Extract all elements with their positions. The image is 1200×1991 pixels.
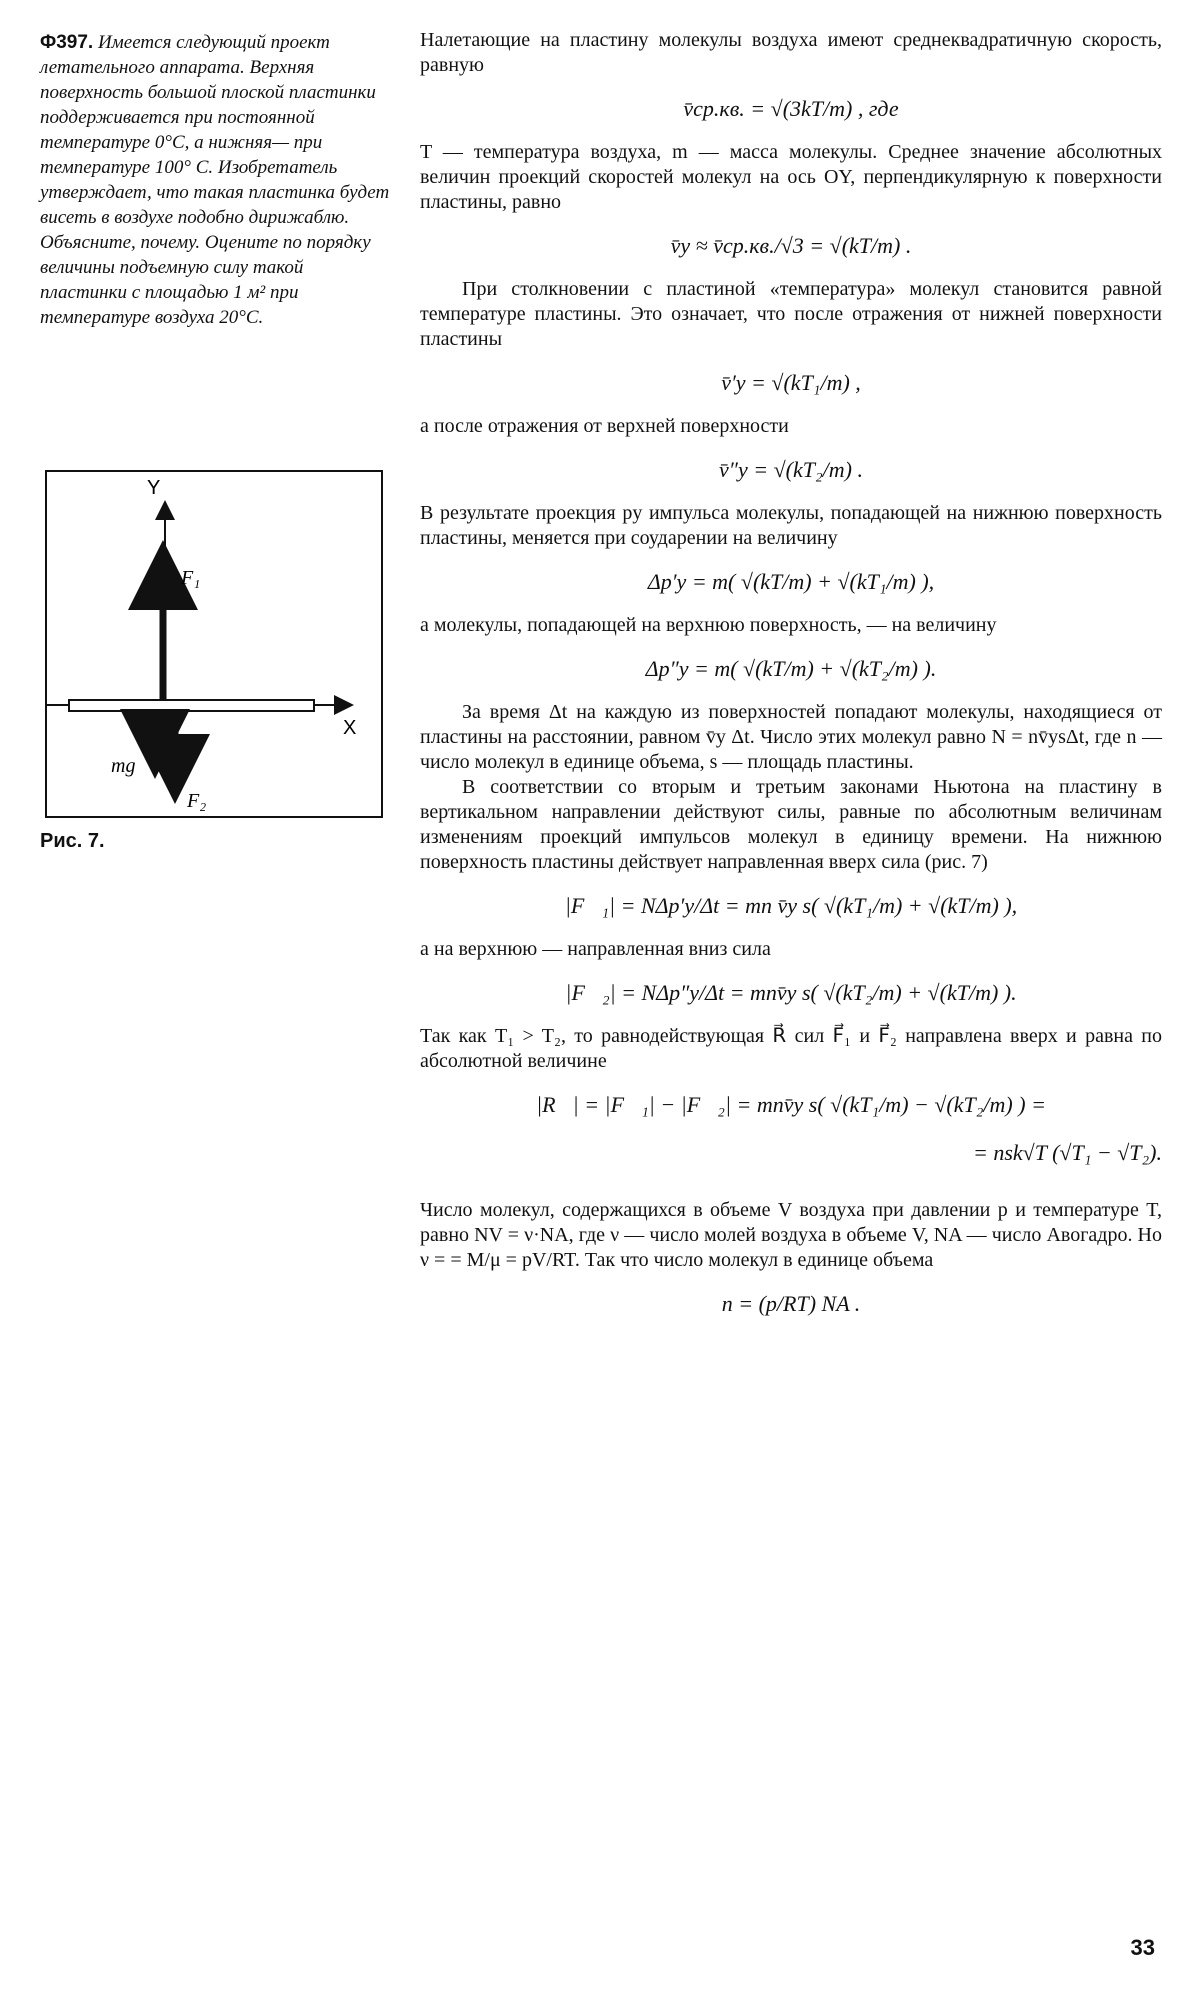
equation-6: Δp″y = m( √(kT/m) + √(kT₂/m) ). [645,656,937,681]
paragraph-6: а молекулы, попадающей на верхнюю поверхность, — на величину [420,614,997,636]
paragraph-9: а на верхнюю — направленная вниз сила [420,938,771,960]
equation-7: |F⃗₁| = NΔp′y/Δt = mn v̄y s( √(kT₁/m) + √(kT/m) ), [564,893,1018,918]
solution-text [420,28,1162,1335]
equation-11: n = (p/RT) NA . [721,1291,861,1316]
label-y: Y [147,477,161,499]
paragraph-1: Налетающие на пластину молекулы воздуха имеют среднеквадратичную скорость, равную [420,29,1162,76]
equation-4: v̄″y = √(kT₂/m) . [719,457,863,482]
paragraph-3: При столкновении с пластиной «температура» молекул становится равной температуре пластины. Это означает, что после отражения от нижней поверхности пластины [420,278,1162,350]
problem-statement [40,30,390,330]
paragraph-2: T — температура воздуха, m — масса молекулы. Среднее значение абсолютных величин проекций скоростей молекул на ось OY, перпендикулярную к поверхности пластины, равно [420,141,1162,213]
paragraph-7: За время Δt на каждую из поверхностей попадают молекулы, находящиеся от пластины на расстоянии, равном v̄y Δt. Число этих молекул равно N = nv̄ysΔt, где n — число молекул в единице объема, s — площадь пластины. [420,701,1162,773]
equation-8: |F⃗₂| = NΔp″y/Δt = mnv̄y s( √(kT₂/m) + √(kT/m) ). [565,980,1017,1005]
paragraph-11: Число молекул, содержащихся в объеме V воздуха при давлении p и температуре T, равно NV = ν·NA, где ν — число молей воздуха в объеме V, NA — число Авогадро. Но ν = = M/μ = pV/RT. Так что число молекул в единице объема [420,1199,1162,1271]
label-f2: F₂ [187,790,207,812]
figure-7 [45,470,383,818]
figure-caption: Рис. 7. [40,830,105,852]
problem-text: Имеется следующий проект летательного аппарата. Верхняя поверхность большой плоской пластинки поддерживается при постоянной температуре 0°С, а нижняя— при температуре 100° С. Изобретатель утверждает, что такая пластинка будет висеть в воздухе подобно дирижаблю. Объясните, почему. Оцените по порядку величины подъемную силу такой пластинки с площадью 1 м² при температуре воздуха 20°С. [40,32,390,328]
plate [69,700,314,711]
paragraph-10: Так как T₁ > T₂, то равнодействующая R⃗ сил F⃗₁ и F⃗₂ направлена вверх и равна по абсолютной величине [420,1025,1162,1072]
paragraph-8: В соответствии со вторым и третьим законами Ньютона на пластину в вертикальном направлении действуют силы, равные по абсолютным величинам изменениям проекций импульсов молекул в единицу времени. На нижнюю поверхность пластины действует направленная вверх сила (рис. 7) [420,776,1162,873]
equation-10: = nsk√T (√T₁ − √T₂). [973,1140,1162,1165]
paragraph-4: а после отражения от верхней поверхности [420,415,789,437]
problem-number: Ф397. [40,32,94,53]
equation-9: |R⃗| = |F⃗₁| − |F⃗₂| = mnv̄y s( √(kT₁/m) − √(kT₂/m) ) = [536,1092,1046,1117]
equation-1: v̄ср.кв. = √(3kT/m) , где [683,96,899,121]
equation-2: v̄y ≈ v̄ср.кв./√3 = √(kT/m) . [670,233,912,258]
label-x: X [343,717,357,739]
equation-5: Δp′y = m( √(kT/m) + √(kT₁/m) ), [647,569,935,594]
label-f1: F₁ [181,567,201,589]
force-diagram [47,472,381,816]
paragraph-5: В результате проекция py импульса молекулы, попадающей на нижнюю поверхность пластины, меняется при соударении на величину [420,502,1162,549]
label-mg: mg [111,755,136,777]
equation-3: v̄′y = √(kT₁/m) , [721,370,861,395]
page-number: 33 [1130,1935,1155,1960]
